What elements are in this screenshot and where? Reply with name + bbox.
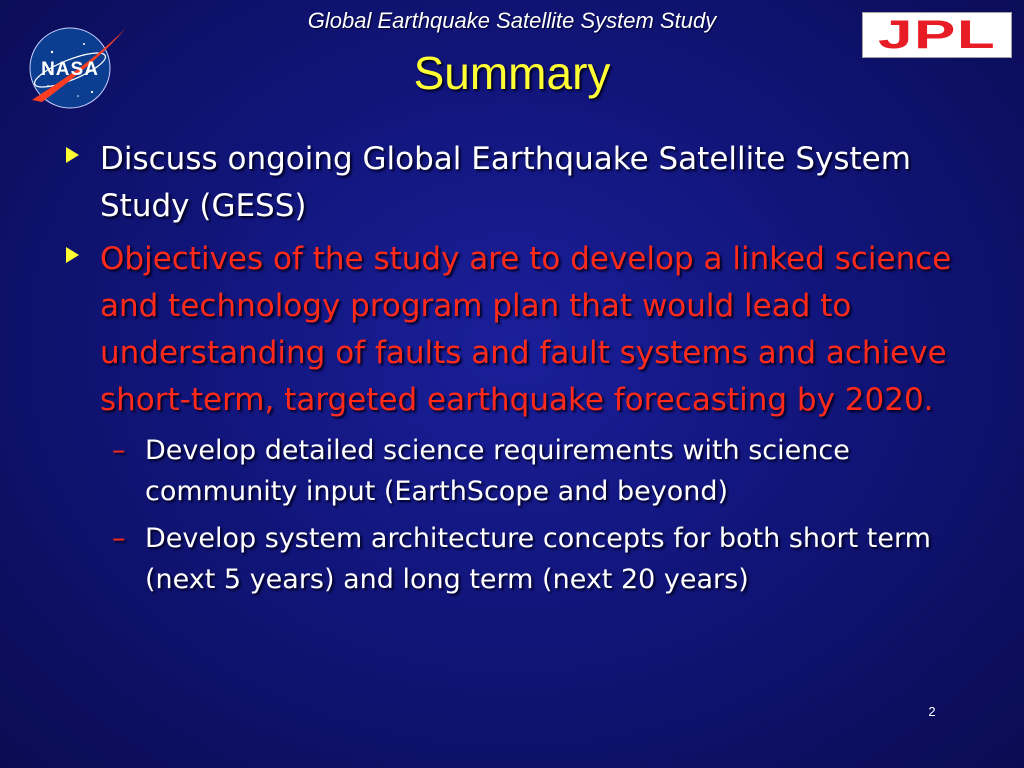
nasa-logo-text: NASA xyxy=(41,59,99,80)
dash-bullet-icon: – xyxy=(112,523,126,554)
bullet-text: Objectives of the study are to develop a linked science and technology program plan that would lead to understanding of faults and fault systems and achieve short-term, targeted earthquake forecasting by 2020. xyxy=(100,241,952,418)
page-number: 2 xyxy=(928,704,936,719)
slide-title: Summary xyxy=(413,47,611,99)
sub-bullet-item xyxy=(62,430,982,512)
jpl-logo-text: JPL xyxy=(877,13,997,57)
dash-bullet-icon: – xyxy=(112,435,126,466)
arrow-bullet-icon xyxy=(66,147,79,163)
jpl-logo xyxy=(862,12,1012,58)
bullet-item xyxy=(62,136,982,230)
sub-bullet-text: Develop detailed science requirements with science community input (EarthScope and beyond) xyxy=(145,435,850,507)
content-area xyxy=(62,136,982,606)
header-subtitle: Global Earthquake Satellite System Study xyxy=(307,8,717,33)
sub-bullet-text: Develop system architecture concepts for both short term (next 5 years) and long term (next 20 years) xyxy=(145,523,931,595)
arrow-bullet-icon xyxy=(66,247,79,263)
sub-bullet-item xyxy=(62,518,982,600)
bullet-text: Discuss ongoing Global Earthquake Satellite System Study (GESS) xyxy=(100,141,911,224)
bullet-item xyxy=(62,236,982,424)
